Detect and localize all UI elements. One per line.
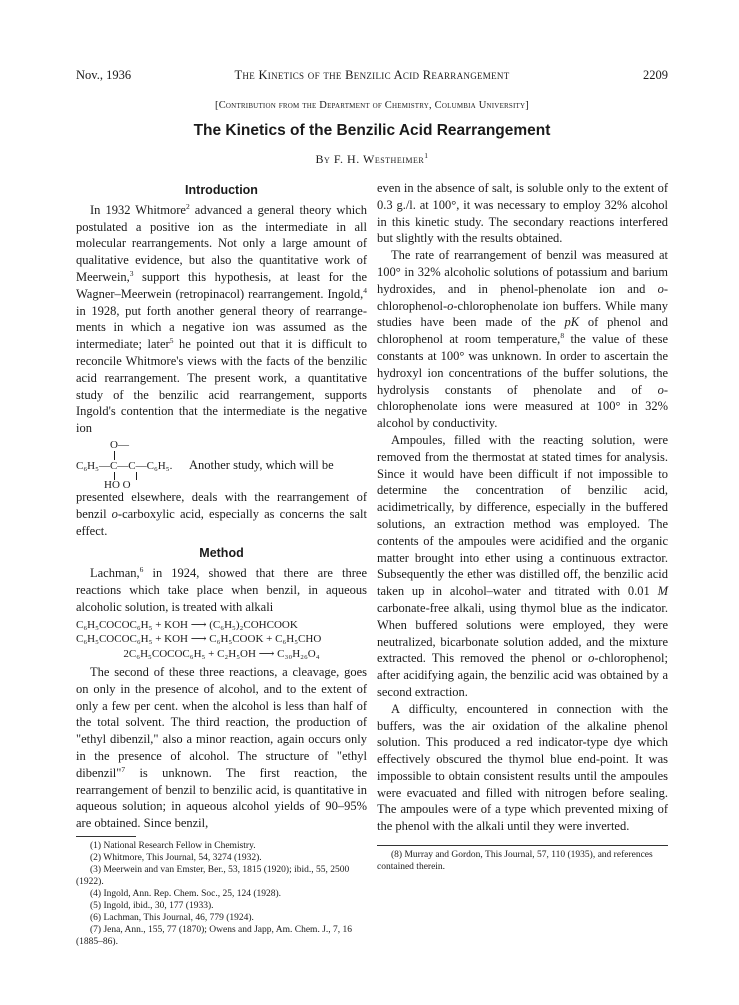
byline (76, 152, 668, 167)
equation-1: C₆H₅COCOC₆H₅ + KOH ⟶ (C₆H₅)₂COHCOOK (76, 618, 298, 631)
paragraph: In 1932 Whitmore$^2$ advanced a general theory which postulated a positive ion as the intermediate in all molecular rearrangements. Not only a large amount of qualitative evidence, but also the quantitative work of Meerwein,$^3$ support this hypothesis, at least for the Wagner–Meerwein (retropinacol) rearrangement. Ingold,$^4$ in 1928, put forth another general theory of rearrangements in which a negative ion was assumed as the intermediate; later$^5$ he pointed out that it is difficult to reconcile Whitmore's views with the facts of the benzilic acid rearrangement. The present work, a quantitative study of the benzilic acid rearrangement, supports Ingold's contention that the intermediate is the negative ion (76, 201, 367, 436)
issue-date: Nov., 1936 (76, 68, 132, 82)
footnote: (7) Jena, Ann., 155, 77 (1870); Owens and Japp, Am. Chem. J., 7, 16 (1885–86). (76, 925, 353, 947)
reaction-equations (76, 618, 367, 662)
structure-substituents: HO O (104, 478, 131, 491)
paragraph: presented elsewhere, deals with the rearrangement of benzil o-carboxylic acid, especially as concerns the salt effect. (76, 489, 367, 538)
footnote: (8) Murray and Gordon, This Journal, 57, 110 (1935), and references contained therein. (377, 850, 653, 873)
structure-trailing-text: Another study, which will be (189, 457, 334, 472)
article-title: The Kinetics of the Benzilic Acid Rearrangement (193, 122, 551, 139)
footnote: (4) Ingold, Ann. Rep. Chem. Soc., 25, 124 (1928). (90, 889, 282, 899)
paragraph: The rate of rearrangement of benzil was measured at 100° in 32% alcoholic solutions of potassium and barium hydroxides, and in phenol-phenolate ion and o-chlorophenol-o-chlorophenolate ion buffers. While many studies have been made of the pK of phenol and chlorophenol at room temperature,$^8$ the value of these constants at 100° was unknown. In order to ascertain the hydroxyl ion concentrations of the buffer solutions, the hydrolysis constants of phenolate and of o-chlorophenolate ions were measured at 100° in 32% alcohol by conductivity. (377, 248, 669, 431)
equation-2: C₆H₅COCOC₆H₅ + KOH ⟶ C₆H₅COOK + C₆H₅CHO (76, 633, 322, 646)
footnote: (2) Whitmore, This Journal, 54, 3274 (1932). (90, 853, 262, 863)
footnote: (1) National Research Fellow in Chemistry. (90, 841, 256, 851)
author-footnote-mark: 1 (424, 151, 429, 160)
footnote: (6) Lachman, This Journal, 46, 779 (1924). (90, 913, 254, 923)
paragraph: Ampoules, filled with the reacting solution, were removed from the thermostat at stated times for analysis. Since it would have been difficult if not impossible to determine the concentration of benzilic acid, acidimetrically, by difference, especially in the buffered solutions, an extraction method was employed. The contents of the ampoules were acidified and the organic matter brought into ether using a continuous extractor. Subsequently the ether was distilled off, the benzilic acid taken up in alcohol–water and titrated with 0.01 M carbonate-free alkali, using thymol blue as the indicator. When buffered solutions were employed, they were neutralized, bicarbonate solution added, and the mixture extracted. This removed the phenol or o-chlorophenol; after acidifying again, the benzilic acid was obtained by a second extraction. (377, 432, 668, 699)
right-column (377, 180, 668, 873)
running-title: The Kinetics of the Benzilic Acid Rearrangement (234, 68, 510, 82)
contribution-line: [Contribution from the Department of Chemistry, Columbia University] (215, 100, 529, 111)
footnote: (5) Ingold, ibid., 30, 177 (1933). (90, 901, 214, 911)
section-heading-introduction: Introduction (185, 183, 258, 197)
bond-line (136, 472, 137, 480)
left-column (76, 180, 367, 948)
structure-oxide-label: O— (110, 438, 129, 451)
structure-backbone: C₆H₅—C—C—C₆H₅. (76, 459, 173, 472)
chemical-structure (76, 439, 367, 489)
footnote-rule (377, 845, 668, 846)
paragraph: even in the absence of salt, is soluble only to the extent of 0.3 g./l. at 100°, it was necessary to employ 32% alcohol in this kinetic study. The secondary reactions interfered but slightly with the results obtained. (377, 181, 668, 246)
footnote-rule (76, 836, 136, 837)
footnote: (3) Meerwein and van Emster, Ber., 53, 1815 (1920); ibid., 55, 2500 (1922). (76, 865, 350, 887)
equation-3: 2C₆H₅COCOC₆H₅ + C₂H₅OH ⟶ C₃₀H₂₆O₄ (123, 647, 320, 660)
paragraph: Lachman,$^6$ in 1924, showed that there are three reactions which take place when benzil, in aqueous alcoholic solution, is treated with alkali (76, 564, 367, 614)
author: By F. H. Westheimer (315, 152, 425, 166)
paragraph: The second of these three reactions, a cleavage, goes on only in the presence of alcohol, and to the extent of only a few per cent. when the alcohol is less than half of the total solvent. The third reaction, the production of "ethyl dibenzil," also a minor reaction, again occurs only in the presence of alcohol. The structure of "ethyl dibenzil"$^7$ is unknown. The first reaction, the rearrangement of benzil to benzilic acid, is quantitative in aqueous solution; in aqueous alcohol yields of 90–95% are obtained. Since benzil, (76, 665, 367, 831)
paragraph: A difficulty, encountered in connection with the buffers, was the air oxidation of the alkaline phenol solution. This produced a red indicator-type dye which effectively obscured the thymol blue end-point. It was impossible to obtain consistent results until the ampoules were evacuated and filled with nitrogen before sealing. The ampoules were of a type which prevented mixing of the phenol with the alkali until they were inverted. (377, 701, 668, 834)
page-number: 2209 (643, 68, 668, 82)
running-header (76, 68, 668, 86)
section-heading-method: Method (199, 546, 244, 561)
